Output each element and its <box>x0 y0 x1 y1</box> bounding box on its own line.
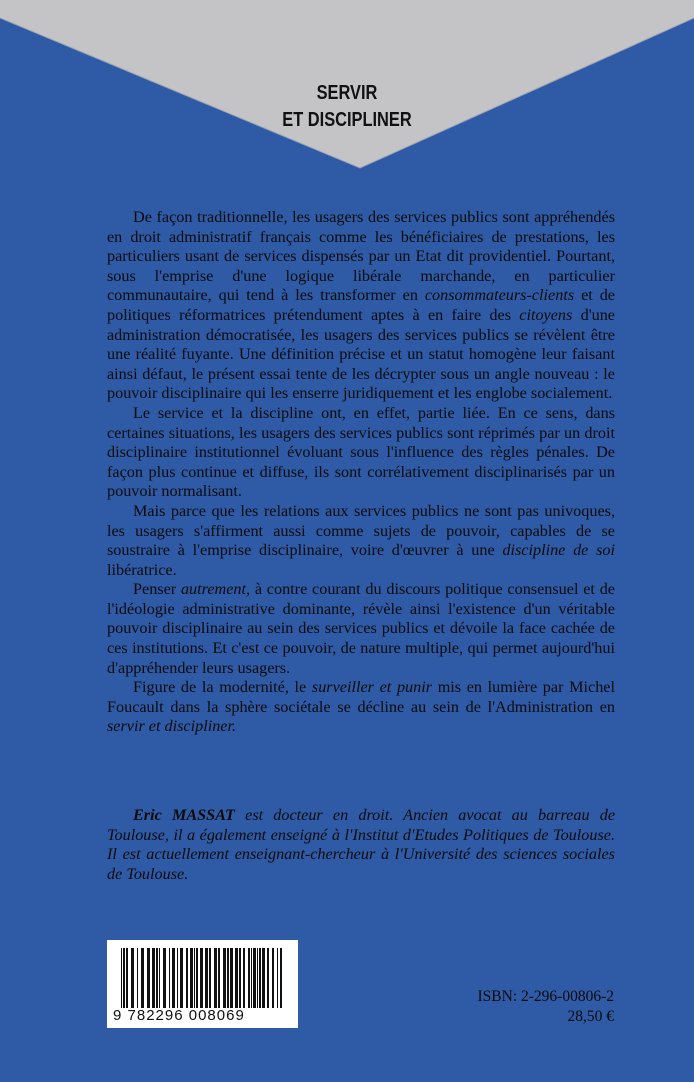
italic-phrase: citoyens <box>519 305 573 324</box>
barcode-bar <box>267 948 269 1008</box>
isbn-price-block <box>478 987 614 1027</box>
text-run: libératrice. <box>107 560 177 579</box>
barcode-bar <box>235 948 238 1008</box>
barcode-bar <box>123 948 125 1008</box>
barcode-bar <box>163 948 166 1008</box>
text-run: Figure de la modernité, le <box>133 678 312 697</box>
author-bio <box>107 806 615 884</box>
blurb-paragraph <box>107 208 615 404</box>
barcode-bar <box>121 948 122 1008</box>
barcode-bar <box>186 948 188 1008</box>
blurb-paragraph <box>107 502 615 580</box>
title-line-1: SERVIR <box>316 82 378 104</box>
book-title <box>62 80 631 134</box>
barcode-bar <box>169 948 170 1008</box>
text-run: Penser <box>133 580 181 599</box>
italic-phrase: discipline de soi <box>502 541 615 560</box>
text-run: à contre courant du discours politique consensuel et de l'idéologie administrative dominante, révèle ainsi l'existence d'un véritable pouvoir disciplinaire au sein des services publics et dévoile la face cachée de ces institutions. Et c'est ce pouvoir, de nature multiple, qui permet aujourd'hui d'appréhender leurs usagers. <box>107 580 615 677</box>
barcode-bar <box>172 948 175 1008</box>
barcode-bar <box>156 948 158 1008</box>
barcode-bar <box>230 948 233 1008</box>
text-run: De façon traditionnelle, les usagers des services publics sont appréhendés en droit administratif français comme les bénéficiaires de prestations, les particuliers usant de services dispensés par un Etat dit providentiel. Pourtant, sous l'emprise d'une logique libérale marchande, en particulier communautaire, qui tend à les transformer en <box>107 208 615 305</box>
barcode-bar <box>239 948 241 1008</box>
back-cover-blurb <box>107 208 615 737</box>
barcode-bar <box>223 948 226 1008</box>
author-name: Eric MASSAT <box>133 806 235 824</box>
barcode-bar <box>137 948 138 1008</box>
barcode-bar <box>280 948 282 1008</box>
barcode-bar <box>159 948 160 1008</box>
barcode-bar <box>147 948 150 1008</box>
text-run: Mais parce que les relations aux services publics ne sont pas univoques, les usagers s'affirment aussi comme sujets de pouvoir, capables de se soustraire à l'emprise disciplinaire, voire d'œuvrer à une <box>107 501 615 560</box>
italic-phrase: consommateurs-clients <box>424 286 575 305</box>
barcode-bar <box>253 948 256 1008</box>
barcode-bar <box>200 948 203 1008</box>
barcode-bar <box>214 948 217 1008</box>
barcode-bar <box>131 948 134 1008</box>
blurb-paragraph <box>107 580 615 678</box>
author-bio-text: est docteur en droit. Ancien avocat au barreau de Toulouse, il a également enseigné à l'Institut d'Etudes Politiques de Toulouse. Il est actuellement enseignant-chercheur à l'Université des sciences sociales de Toulouse. <box>107 806 615 883</box>
barcode-bar <box>205 948 208 1008</box>
barcode-bar <box>180 948 183 1008</box>
italic-phrase: autrement, <box>180 580 251 599</box>
barcode-bar <box>190 948 193 1008</box>
barcode-bars <box>119 948 287 1008</box>
blurb-paragraph <box>107 404 615 502</box>
price: 28,50 € <box>567 1008 614 1025</box>
barcode <box>107 940 298 1028</box>
barcode-bar <box>141 948 144 1008</box>
barcode-bar <box>262 948 265 1008</box>
barcode-bar <box>257 948 258 1008</box>
title-line-2: ET DISCIPLINER <box>282 109 412 131</box>
barcode-bar <box>126 948 128 1008</box>
barcode-bar <box>248 948 250 1008</box>
italic-phrase: surveiller et punir <box>311 678 433 697</box>
text-run: et de politiques réformatrices prétendument aptes à en faire des <box>107 286 615 324</box>
barcode-bar <box>272 948 274 1008</box>
text-run: mis en lumière par Michel Foucault dans la sphère sociétale se décline au sein de l'Administration en <box>107 678 615 716</box>
text-run: d'une administration démocratisée, les usagers des services publics se révèlent être une réalité fuyante. Une définition précise et un statut homogène leur faisant ainsi défaut, le présent essai tente de les décrypter sous un angle nouveau : le pouvoir disciplinaire qui les enserre juridiquement et les englobe socialement. <box>107 305 615 403</box>
barcode-bar <box>196 948 198 1008</box>
barcode-bar <box>227 948 229 1008</box>
barcode-bar <box>152 948 155 1008</box>
barcode-bar <box>277 948 278 1008</box>
isbn-number: ISBN: 2-296-00806-2 <box>477 988 614 1005</box>
barcode-bar <box>251 948 252 1008</box>
blurb-paragraph <box>107 678 615 737</box>
italic-phrase: servir et discipliner. <box>107 717 237 736</box>
barcode-bar <box>209 948 211 1008</box>
text-run: Le service et la discipline ont, en effet, partie liée. En ce sens, dans certaines situations, les usagers des services publics sont réprimés par un droit disciplinaire institutionnel évoluant sous l'influence des règles pénales. De façon plus continue et diffuse, ils sont corrélativement disciplinarisés par un pouvoir normalisant. <box>107 403 615 501</box>
barcode-bar <box>177 948 178 1008</box>
barcode-digits: 9 782296 008069 <box>113 1007 245 1024</box>
barcode-bar <box>194 948 195 1008</box>
barcode-bar <box>243 948 245 1008</box>
barcode-bar <box>259 948 261 1008</box>
barcode-bar <box>218 948 220 1008</box>
